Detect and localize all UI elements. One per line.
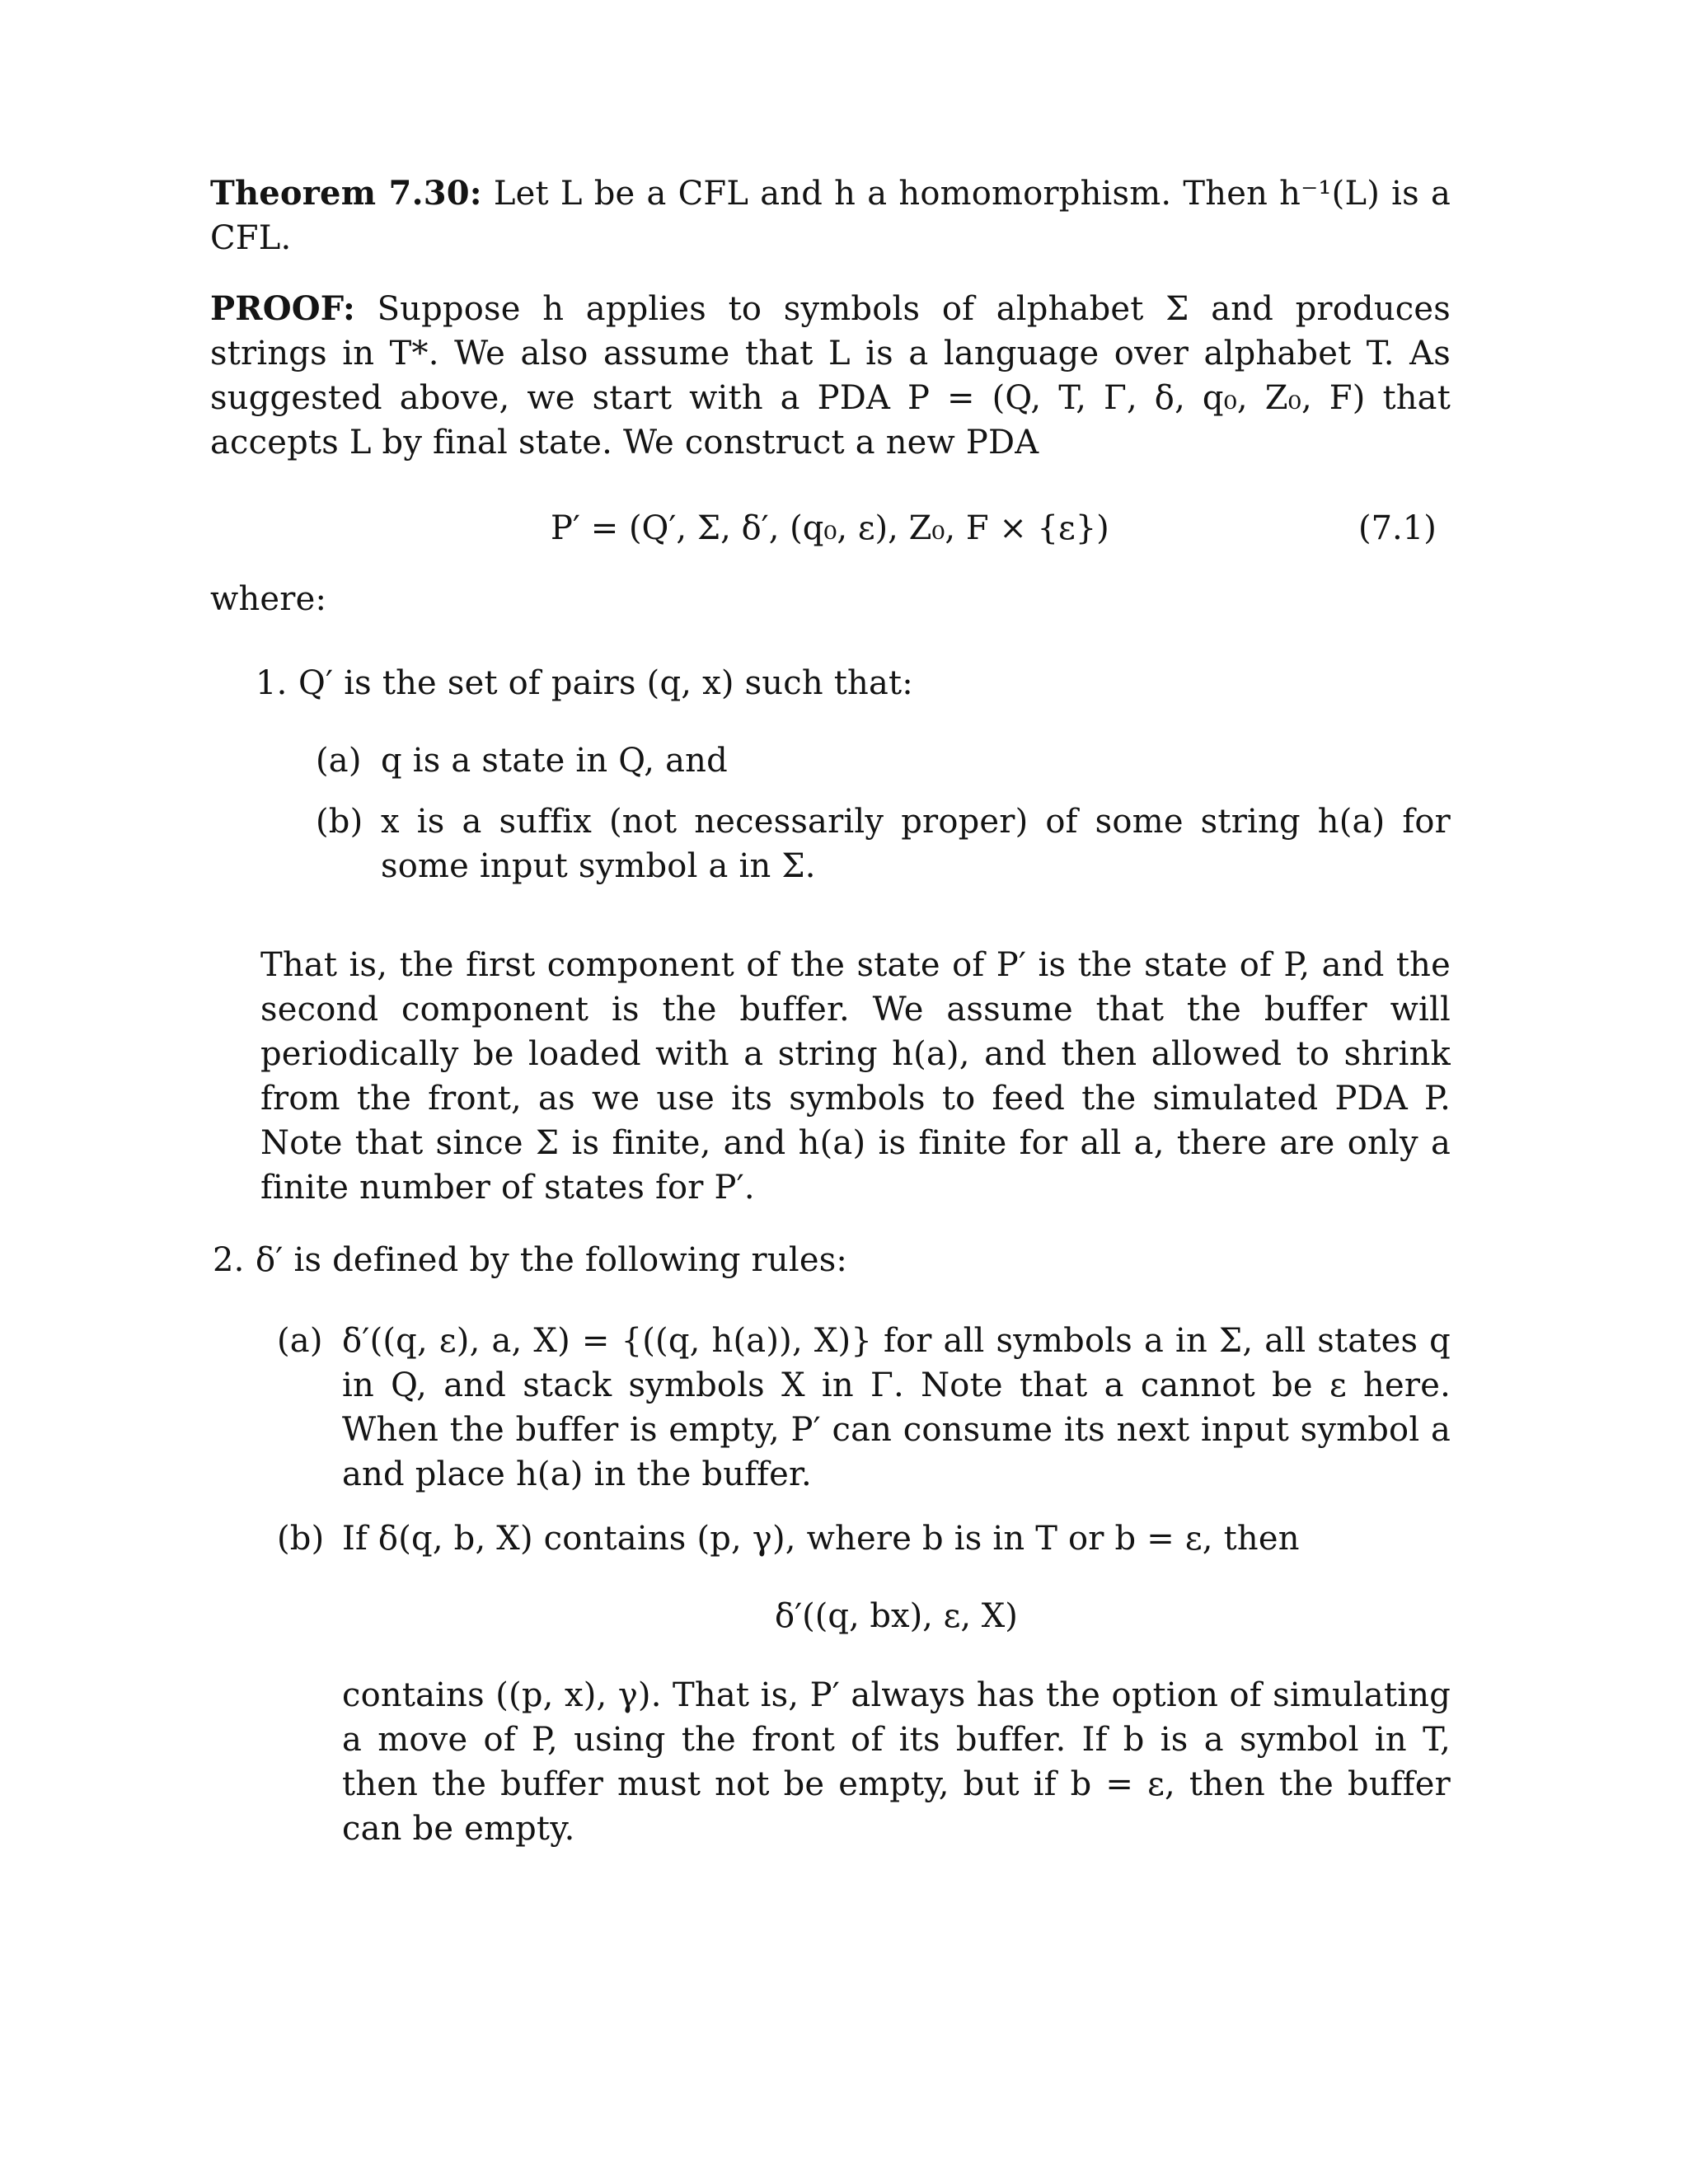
sub-item-text: δ′((q, ε), a, X) = {((q, h(a)), X)} for all symbols a in Σ, all states q in Q, and stack symbols X in Γ. Note that a cannot be ε here. When the buffer is empty, P′ can consume its next input symbol a and place h(a) in the buffer. (342, 1322, 1451, 1493)
equation-number: (7.1) (1358, 509, 1437, 547)
sub-item-marker: (a) (277, 1322, 323, 1360)
proof-label: PROOF: (210, 289, 355, 328)
sub-item-1a (316, 738, 1451, 783)
sub-item-marker: (a) (316, 742, 362, 780)
theorem-statement (210, 171, 1451, 260)
sub-item-1b (316, 799, 1451, 888)
sub-item-2b (277, 1516, 1451, 1561)
proof-paragraph (210, 287, 1451, 465)
proof-text: Suppose h applies to symbols of alphabet Σ and produces strings in T*. We also assume that L is a language over alphabet T. As suggested above, we start with a PDA P = (Q, T, Γ, δ, q₀, Z₀, F) that accepts L by final state. We construct a new PDA (210, 290, 1451, 462)
list-item-2 (213, 1238, 1451, 1282)
where-label: where: (210, 580, 327, 618)
sub-item-text: x is a suffix (not necessarily proper) of some string h(a) for some input symbol a in Σ. (381, 803, 1451, 885)
theorem-label: Theorem 7.30: (210, 174, 482, 213)
list-item-marker: 2. (213, 1241, 245, 1279)
sub-item-text: q is a state in Q, and (381, 742, 728, 780)
equation-7-1: P′ = (Q′, Σ, δ′, (q₀, ε), Z₀, F × {ε}) (551, 509, 1109, 547)
display-formula: δ′((q, bx), ε, X) (775, 1597, 1018, 1635)
list-item-marker: 1. (256, 664, 288, 702)
sub-item-text: If δ(q, b, X) contains (p, γ), where b is in T or b = ε, then (342, 1520, 1300, 1558)
list-item-1 (256, 661, 1451, 705)
theorem-text: Let L be a CFL and h a homomorphism. Then h⁻¹(L) is a CFL. (210, 175, 1451, 257)
sub-item-marker: (b) (277, 1520, 325, 1558)
item-2b-explanation: contains ((p, x), γ). That is, P′ always has the option of simulating a move of P, using the front of its buffer. If b is a symbol in T, then the buffer must not be empty, but if b = ε, then the buffer can be empty. (342, 1676, 1451, 1848)
sub-item-marker: (b) (316, 803, 363, 841)
sub-item-2a (277, 1319, 1451, 1497)
list-item-text: δ′ is defined by the following rules: (256, 1241, 848, 1279)
list-item-text: Q′ is the set of pairs (q, x) such that: (298, 664, 913, 702)
item-1-explanation: That is, the first component of the state of P′ is the state of P, and the second component is the buffer. We assume that the buffer will periodically be loaded with a string h(a), and then allowed to shrink from the front, as we use its symbols to feed the simulated PDA P. Note that since Σ is finite, and h(a) is finite for all a, there are only a finite number of states for P′. (260, 946, 1451, 1207)
